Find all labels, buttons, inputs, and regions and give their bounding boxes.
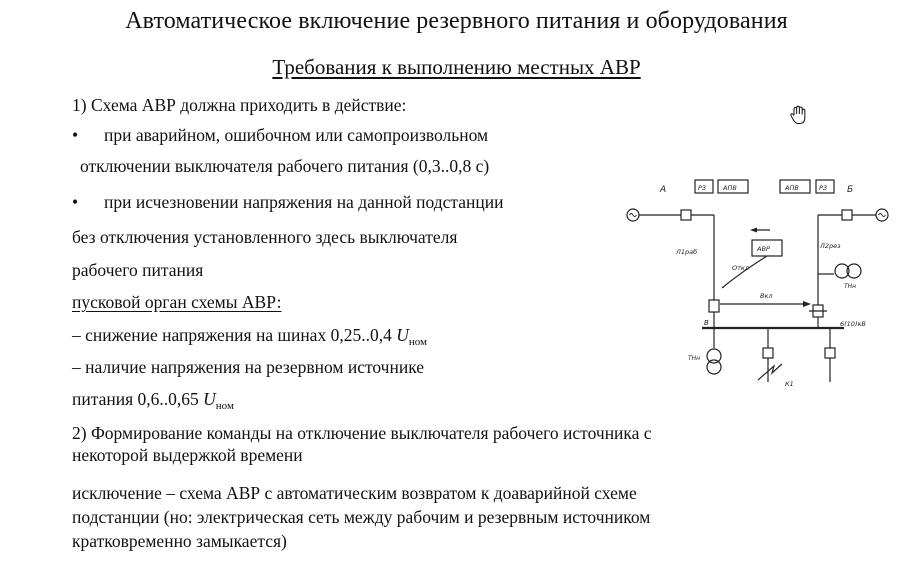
condition2-text: питания 0,6..0,65	[72, 389, 199, 409]
bullet2-line2: без отключения установленного здесь выключателя	[72, 227, 458, 247]
fault-k1-symbol	[758, 364, 782, 380]
label-vkl: Вкл	[760, 292, 773, 300]
label-rz-left: РЗ	[698, 184, 707, 192]
label-k1: К1	[785, 380, 794, 388]
breaker-source-b	[842, 210, 852, 220]
bullet-dot-1: •	[72, 125, 79, 145]
label-apv-right: АПВ	[785, 184, 799, 192]
label-tn-right: ТНн	[844, 283, 857, 290]
bullet2-line1: при исчезновении напряжения на данной подстанции	[104, 192, 504, 212]
label-bus: В	[704, 319, 709, 327]
bullet1-line2: отключении выключателя рабочего питания (0,3..0,8 с)	[80, 156, 490, 176]
slide-title: Автоматическое включение резервного питания и оборудования	[125, 8, 788, 34]
u-subscript: ном	[408, 336, 427, 348]
condition-voltage-drop	[72, 324, 427, 349]
req2-line4: подстанции (но: электрическая сеть между рабочим и резервным источником	[72, 507, 651, 527]
subtitle-text: Требования к выполнению местных АВР	[272, 55, 641, 79]
condition2-line1: – наличие напряжения на резервном источнике	[72, 357, 425, 377]
breaker-load-1	[763, 348, 773, 358]
req2-line3: исключение – схема АВР с автоматическим возвратом к доаварийной схеме	[72, 483, 637, 503]
label-l1-work: Л1раб	[676, 248, 698, 256]
bullet-dot-2: •	[72, 192, 79, 212]
breaker-load-2	[825, 348, 835, 358]
req2-line2: некоторой выдержкой времени	[72, 445, 303, 465]
label-l2-reserve: Л2рез	[820, 242, 841, 250]
bullet2-line3: рабочего питания	[72, 260, 204, 280]
label-avr: АВР	[757, 245, 770, 253]
label-a: А	[660, 185, 667, 195]
breaker-feeder-1	[709, 300, 719, 312]
req2-line1: 2) Формирование команды на отключение выключателя рабочего источника с	[72, 423, 652, 443]
start-organ-heading: пусковой орган схемы АВР:	[72, 292, 282, 312]
voltage-transformer-left	[707, 349, 721, 363]
label-apv-left: АПВ	[723, 184, 737, 192]
label-bus-voltage: 6(10)кВ	[840, 320, 866, 328]
label-b: Б	[847, 185, 854, 195]
avr-schematic-diagram	[622, 170, 898, 400]
label-tn-left: ТНн	[688, 355, 701, 362]
req1-heading: 1) Схема АВР должна приходить в действие:	[72, 95, 407, 115]
bullet1-line1: при аварийном, ошибочном или самопроизвольном	[104, 125, 489, 145]
u-subscript-2: ном	[215, 400, 234, 412]
label-otkl: Откл	[732, 264, 749, 272]
u-symbol-2: U	[203, 389, 216, 409]
hand-cursor-icon	[788, 103, 810, 127]
u-symbol: U	[396, 325, 409, 345]
condition-reserve-voltage	[72, 388, 234, 413]
condition1-text: – снижение напряжения на шинах 0,25..0,4	[72, 325, 392, 345]
req2-line5: кратковременно замыкается)	[72, 531, 287, 551]
breaker-source-a	[681, 210, 691, 220]
slide-subtitle	[0, 55, 913, 80]
label-rz-right: РЗ	[819, 184, 828, 192]
